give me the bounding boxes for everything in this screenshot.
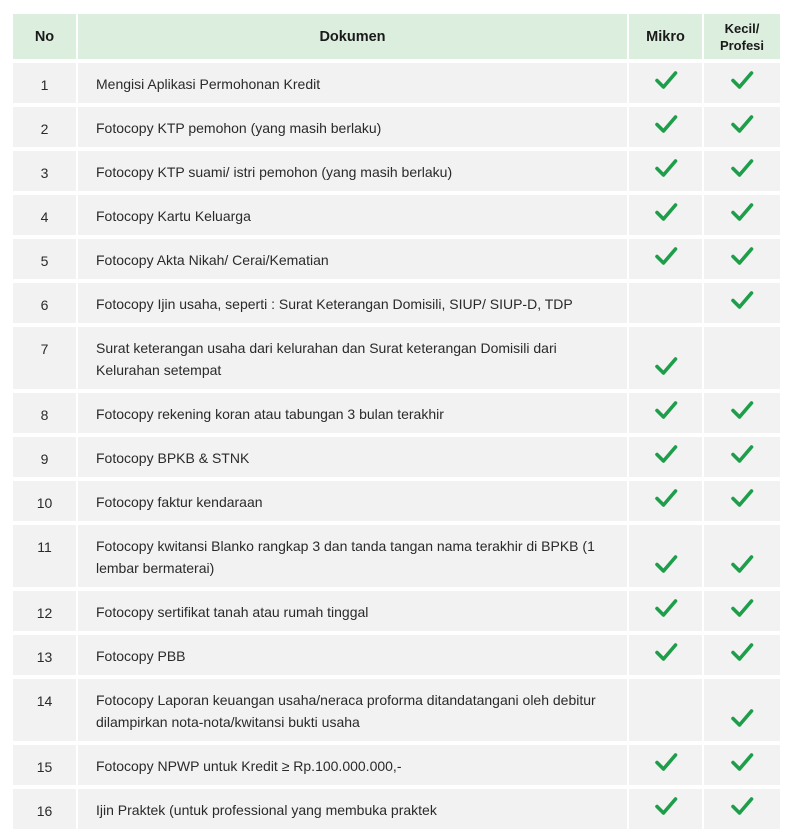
checkmark-icon: [730, 69, 754, 91]
kecil-profesi-cell: [704, 789, 780, 829]
row-number: 4: [13, 195, 78, 235]
kecil-profesi-cell: [704, 679, 780, 741]
row-number: 14: [13, 679, 78, 741]
kecil-profesi-cell: [704, 283, 780, 323]
header-kecil-line1: Kecil/: [724, 20, 760, 36]
document-name: Fotocopy BPKB & STNK: [78, 437, 629, 477]
mikro-cell: [629, 789, 704, 829]
table-row: [13, 107, 780, 147]
kecil-profesi-cell: [704, 239, 780, 279]
checkmark-icon: [654, 597, 678, 619]
mikro-cell: [629, 283, 704, 323]
table-row: [13, 635, 780, 675]
kecil-profesi-cell: [704, 745, 780, 785]
mikro-cell: [629, 591, 704, 631]
header-kecil-line2: Profesi: [719, 37, 765, 53]
row-number: 5: [13, 239, 78, 279]
document-name: Fotocopy faktur kendaraan: [78, 481, 629, 521]
row-number: 9: [13, 437, 78, 477]
row-number: 13: [13, 635, 78, 675]
table-row: [13, 525, 780, 587]
table-body: [13, 63, 780, 829]
mikro-cell: [629, 327, 704, 389]
kecil-profesi-cell: [704, 327, 780, 389]
checkmark-icon: [654, 355, 678, 377]
mikro-cell: [629, 679, 704, 741]
row-number: 11: [13, 525, 78, 587]
checkmark-icon: [730, 245, 754, 267]
table-row: [13, 437, 780, 477]
mikro-cell: [629, 481, 704, 521]
row-number: 1: [13, 63, 78, 103]
document-name: Fotocopy sertifikat tanah atau rumah tinggal: [78, 591, 629, 631]
mikro-cell: [629, 393, 704, 433]
checkmark-icon: [730, 795, 754, 817]
header-kecil-profesi: [704, 14, 780, 59]
document-name: Surat keterangan usaha dari kelurahan dan Surat keterangan Domisili dari Kelurahan setempat: [78, 327, 629, 389]
row-number: 16: [13, 789, 78, 829]
document-name: Ijin Praktek (untuk professional yang membuka praktek: [78, 789, 629, 829]
document-name: Fotocopy Ijin usaha, seperti : Surat Keterangan Domisili, SIUP/ SIUP-D, TDP: [78, 283, 629, 323]
checkmark-icon: [730, 113, 754, 135]
document-name: Fotocopy NPWP untuk Kredit ≥ Rp.100.000.000,-: [78, 745, 629, 785]
document-name: Fotocopy kwitansi Blanko rangkap 3 dan tanda tangan nama terakhir di BPKB (1 lembar bermaterai): [78, 525, 629, 587]
kecil-profesi-cell: [704, 151, 780, 191]
checkmark-icon: [654, 157, 678, 179]
checkmark-icon: [654, 641, 678, 663]
kecil-profesi-cell: [704, 481, 780, 521]
checkmark-icon: [730, 553, 754, 575]
checkmark-icon: [654, 399, 678, 421]
mikro-cell: [629, 437, 704, 477]
kecil-profesi-cell: [704, 63, 780, 103]
checkmark-icon: [730, 289, 754, 311]
table-row: [13, 745, 780, 785]
table-row: [13, 239, 780, 279]
row-number: 6: [13, 283, 78, 323]
table-row: [13, 151, 780, 191]
checkmark-icon: [654, 795, 678, 817]
row-number: 10: [13, 481, 78, 521]
checkmark-icon: [654, 553, 678, 575]
checkmark-icon: [654, 201, 678, 223]
kecil-profesi-cell: [704, 635, 780, 675]
row-number: 12: [13, 591, 78, 631]
checkmark-icon: [654, 245, 678, 267]
mikro-cell: [629, 195, 704, 235]
row-number: 15: [13, 745, 78, 785]
checkmark-icon: [730, 201, 754, 223]
kecil-profesi-cell: [704, 195, 780, 235]
header-no: No: [13, 14, 78, 59]
mikro-cell: [629, 745, 704, 785]
checkmark-icon: [730, 707, 754, 729]
table-row: [13, 63, 780, 103]
checkmark-icon: [730, 157, 754, 179]
row-number: 7: [13, 327, 78, 389]
document-name: Fotocopy Laporan keuangan usaha/neraca proforma ditandatangani oleh debitur dilampirkan nota-nota/kwitansi bukti usaha: [78, 679, 629, 741]
checkmark-icon: [730, 487, 754, 509]
mikro-cell: [629, 151, 704, 191]
table-row: [13, 393, 780, 433]
checkmark-icon: [654, 751, 678, 773]
mikro-cell: [629, 239, 704, 279]
kecil-profesi-cell: [704, 591, 780, 631]
document-name: Fotocopy rekening koran atau tabungan 3 bulan terakhir: [78, 393, 629, 433]
checkmark-icon: [730, 751, 754, 773]
checkmark-icon: [730, 443, 754, 465]
checkmark-icon: [654, 487, 678, 509]
table-row: [13, 789, 780, 829]
table-row: [13, 481, 780, 521]
checkmark-icon: [654, 69, 678, 91]
document-name: Fotocopy KTP pemohon (yang masih berlaku): [78, 107, 629, 147]
kecil-profesi-cell: [704, 107, 780, 147]
table-row: [13, 679, 780, 741]
checkmark-icon: [730, 597, 754, 619]
header-mikro: Mikro: [629, 14, 704, 59]
mikro-cell: [629, 63, 704, 103]
table-row: [13, 283, 780, 323]
requirements-table: [13, 10, 780, 833]
mikro-cell: [629, 107, 704, 147]
row-number: 3: [13, 151, 78, 191]
header-dokumen: Dokumen: [78, 14, 629, 59]
kecil-profesi-cell: [704, 393, 780, 433]
checkmark-icon: [730, 399, 754, 421]
kecil-profesi-cell: [704, 525, 780, 587]
checkmark-icon: [730, 641, 754, 663]
document-name: Fotocopy Kartu Keluarga: [78, 195, 629, 235]
table-row: [13, 591, 780, 631]
document-name: Fotocopy PBB: [78, 635, 629, 675]
mikro-cell: [629, 525, 704, 587]
document-name: Fotocopy KTP suami/ istri pemohon (yang masih berlaku): [78, 151, 629, 191]
document-name: Fotocopy Akta Nikah/ Cerai/Kematian: [78, 239, 629, 279]
header-row: [13, 14, 780, 59]
checkmark-icon: [654, 443, 678, 465]
table-row: [13, 195, 780, 235]
row-number: 8: [13, 393, 78, 433]
kecil-profesi-cell: [704, 437, 780, 477]
row-number: 2: [13, 107, 78, 147]
mikro-cell: [629, 635, 704, 675]
checkmark-icon: [654, 113, 678, 135]
document-name: Mengisi Aplikasi Permohonan Kredit: [78, 63, 629, 103]
table-row: [13, 327, 780, 389]
